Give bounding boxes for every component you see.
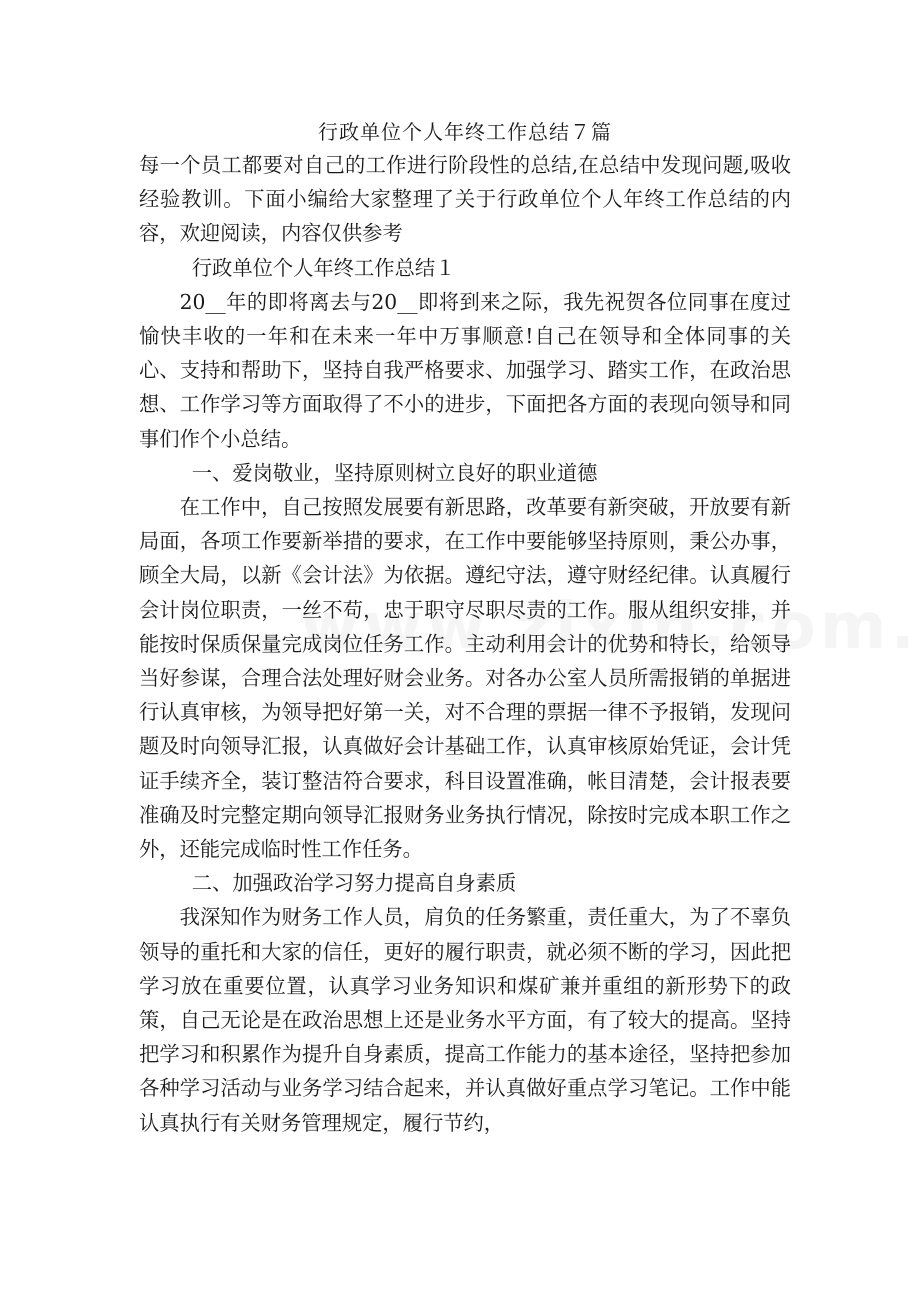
section-1-body: 在工作中，自己按照发展要有新思路，改革要有新突破，开放要有新局面，各项工作要新举措的要求，在工作中要能够坚持原则，秉公办事，顾全大局，以新《会计法》为依据。遵纪守法，遵守财经纪律。认真履行会计岗位职责，一丝不苟，忠于职守尽职尽责的工作。服从组织安排，并能按时保质保量完成岗位任务工作。主动利用会计的优势和特长，给领导当好参谋，合理合法处理好财会业务。对各办公室人员所需报销的单据进行认真审核，为领导把好第一关，对不合理的票据一律不予报销，发现问题及时向领导汇报，认真做好会计基础工作，认真审核原始凭证，会计凭证手续齐全，装订整洁符合要求，科目设置准确，帐目清楚，会计报表要准确及时完整定期向领导汇报财务业务执行情况，除按时完成本职工作之外，还能完成临时性工作任务。 xyxy=(139,495,791,862)
section-2-body: 我深知作为财务工作人员，肩负的任务繁重，责任重大，为了不辜负领导的重托和大家的信任，更好的履行职责，就必须不断的学习，因此把学习放在重要位置，认真学习业务知识和煤矿兼并重组的新形势下的政策，自己无论是在政治思想上还是业务水平方面，有了较大的提高。坚持把学习和积累作为提升自身素质，提高工作能力的基本途径，坚持把参加各种学习活动与业务学习结合起来，并认真做好重点学习笔记。工作中能认真执行有关财务管理规定，履行节约， xyxy=(139,905,791,1135)
section-1-heading: 一、爱岗敬业，坚持原则树立良好的职业道德 xyxy=(191,460,598,485)
intro-paragraph: 每一个员工都要对自己的工作进行阶段性的总结,在总结中发现问题,吸收经验教训。下面小编给大家整理了关于行政单位个人年终工作总结的内容，欢迎阅读，内容仅供参考 xyxy=(139,153,791,246)
document-title: 行政单位个人年终工作总结７篇 xyxy=(318,120,612,144)
subtitle: 行政单位个人年终工作总结１ xyxy=(191,255,456,280)
opening-paragraph: 20__年的即将离去与20__即将到来之际，我先祝贺各位同事在度过愉快丰收的一年和在未来一年中万事顺意!自己在领导和全体同事的关心、支持和帮助下，坚持自我严格要求、加强学习、踏实工作，在政治思想、工作学习等方面取得了不小的进步，下面把各方面的表现向领导和同事们作个小总结。 xyxy=(139,289,791,451)
section-2-heading: 二、加强政治学习努力提高自身素质 xyxy=(191,871,517,896)
document-page xyxy=(139,116,791,1140)
